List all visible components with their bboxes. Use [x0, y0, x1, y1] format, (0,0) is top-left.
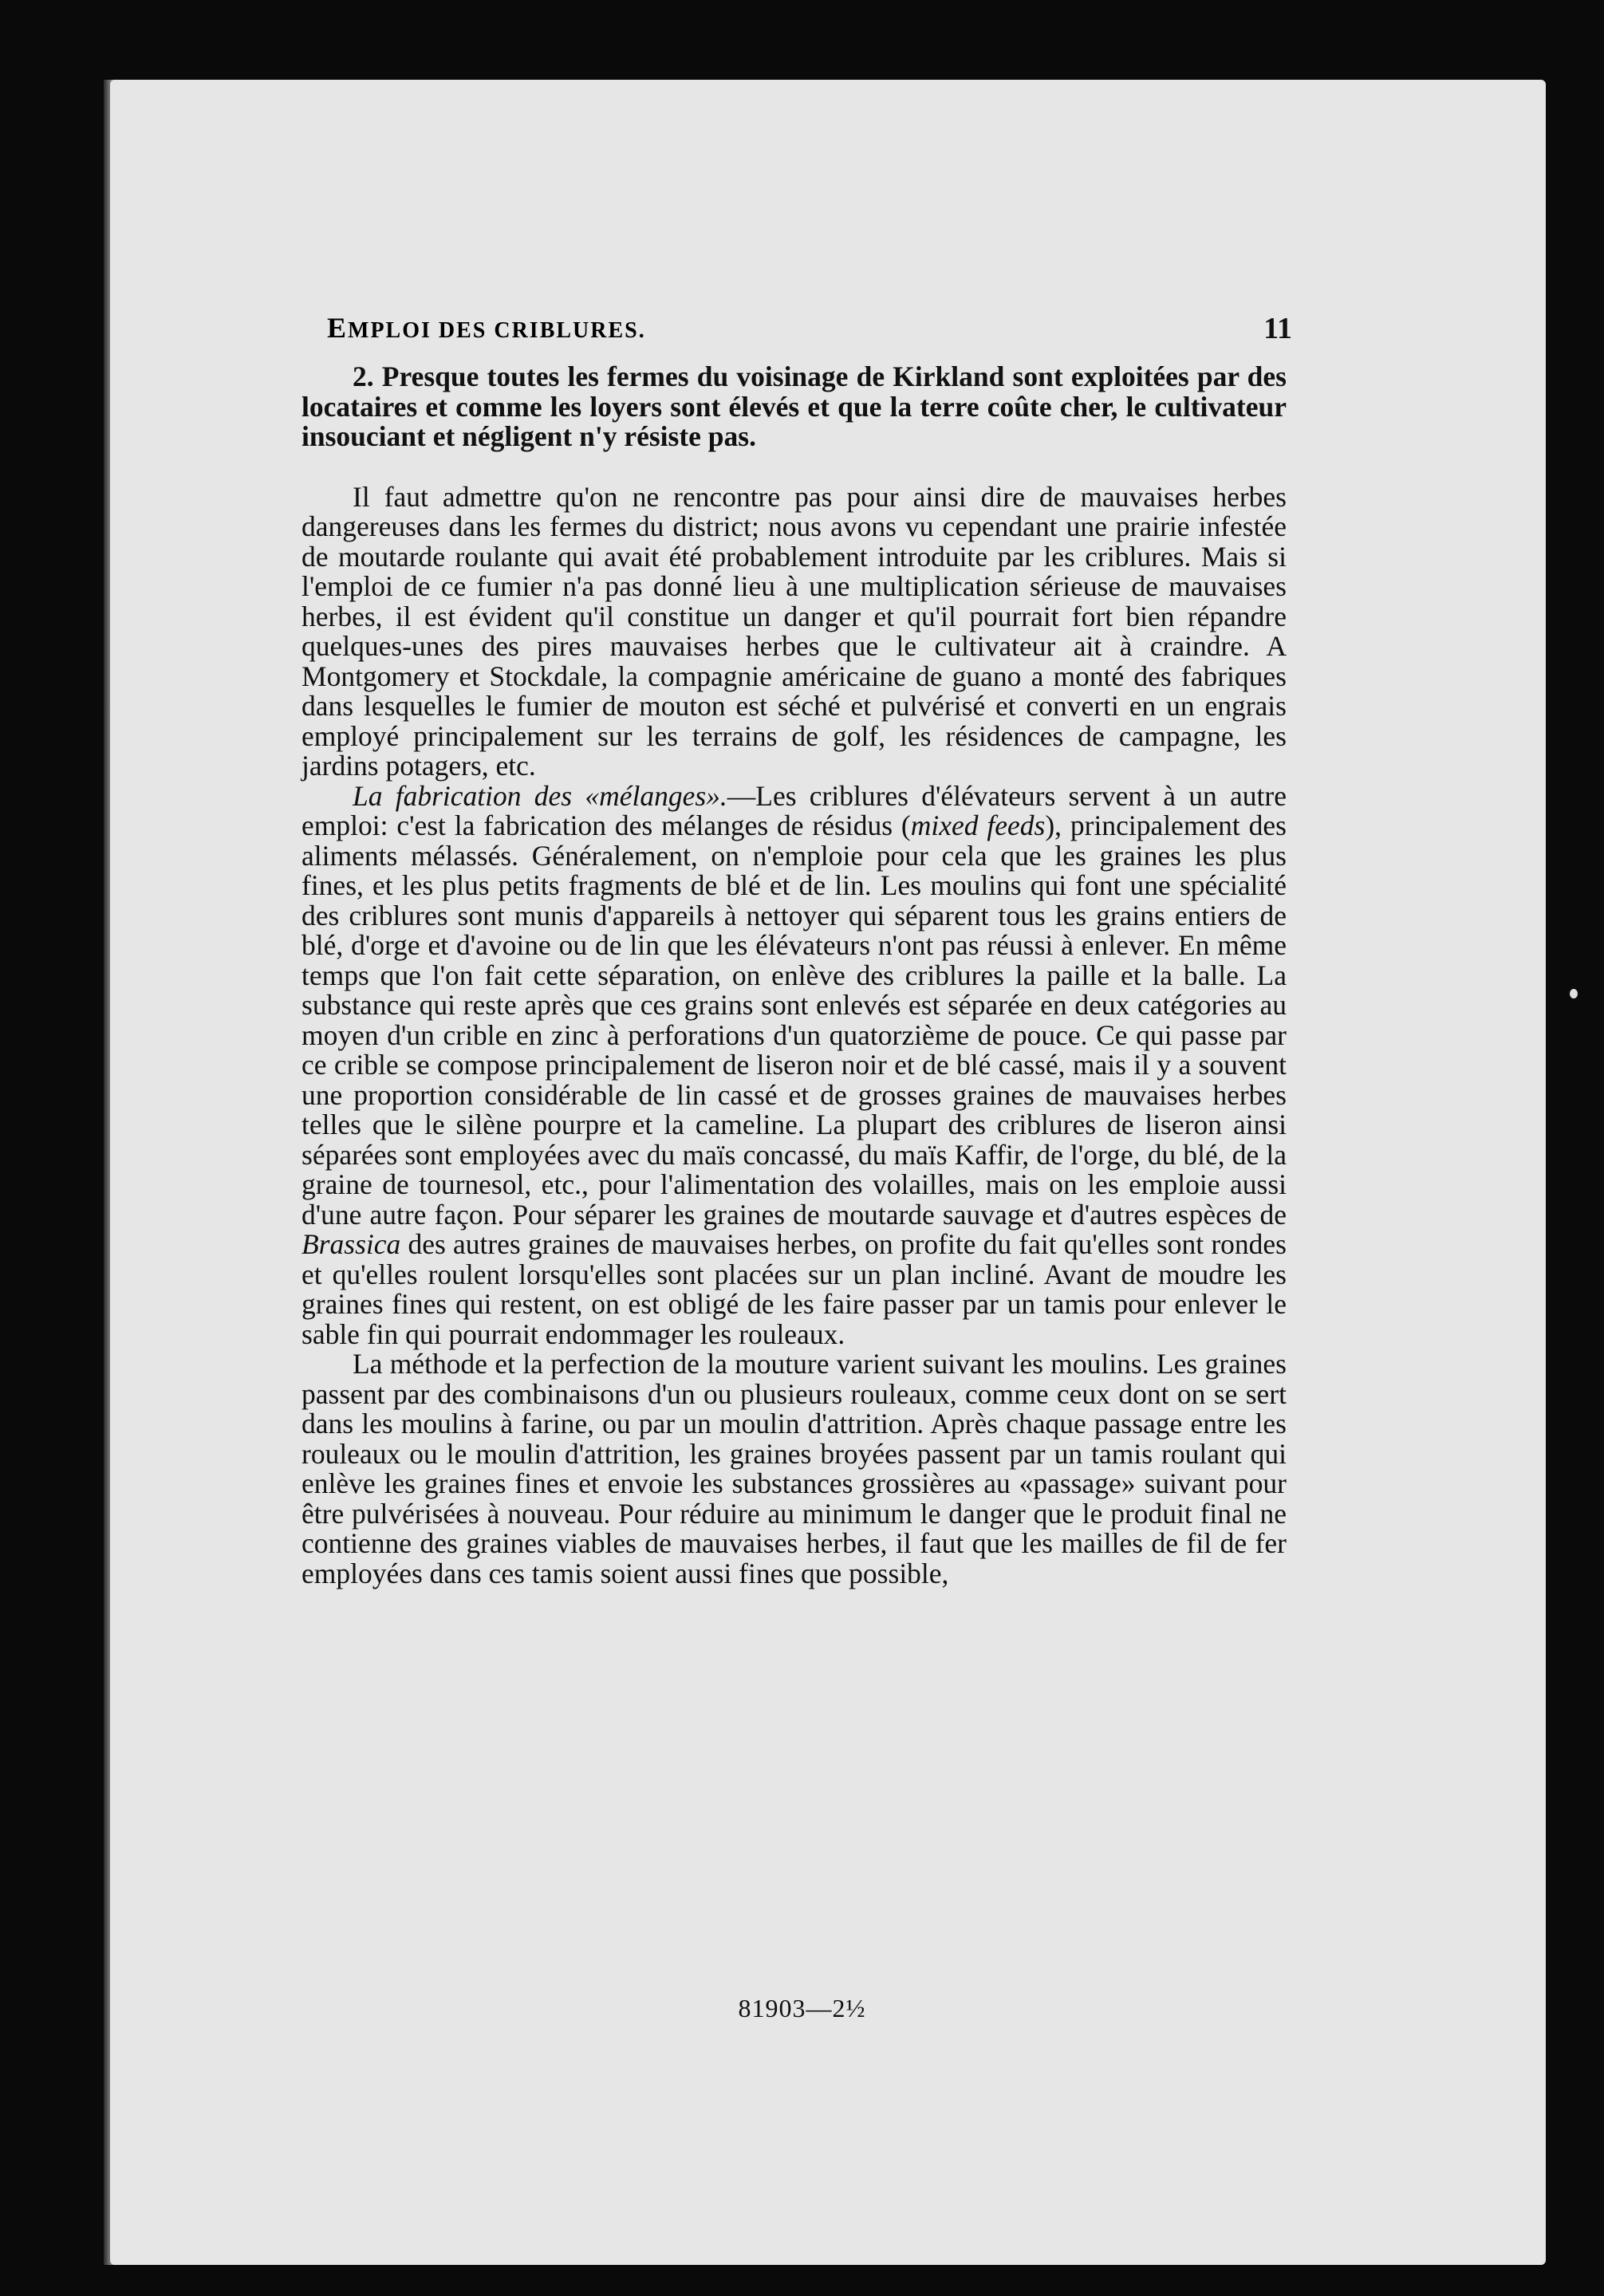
printer-signature: 81903—2½ — [738, 1994, 866, 2022]
page-number: 11 — [1263, 312, 1292, 345]
running-head-initial: E — [327, 312, 349, 344]
paragraph-mixed-feeds-part-1: —Les criblures d'élévateurs servent à un autre emploi: c'est la fabrication des mélanges de résidus ( — [301, 779, 1287, 841]
paragraph-mixed-feeds-part-3: des autres graines de mauvaises herbes, on profite du fait qu'elles sont rondes et qu'elles roulent lorsqu'elles sont placées sur un plan incliné. Avant de moudre les graines fines qui restent, on est obligé de les faire passer par un tamis pour enlever le sable fin qui pourrait endommager les rouleaux. — [301, 1228, 1287, 1350]
italic-genus: Brassica — [301, 1228, 401, 1260]
italic-term: mixed feeds — [910, 809, 1046, 841]
running-head — [327, 311, 646, 345]
paragraph-mixed-feeds — [301, 779, 1287, 1350]
paragraph-weeds: Il faut admettre qu'on ne rencontre pas pour ainsi dire de mauvaises herbes dangereuses dans les fermes du district; nous avons vu cependant une prairie infestée de moutarde roulante qui avait été probablement introduite par les criblures. Mais si l'emploi de ce fumier n'a pas donné lieu à une multiplication sérieuse de mauvaises herbes, il est évident qu'il constitue un danger et qu'il pourrait fort bien répandre quelques-unes des pires mauvaises herbes que le cultivateur ait à craindre. A Montgomery et Stockdale, la compagnie américaine de guano a monté des fabriques dans lesquelles le fumier de mouton est séché et pulvérisé et converti en un engrais employé principalement sur les terrains de golf, les résidences de campagne, les jardins potagers, etc. — [301, 480, 1287, 782]
body-text — [301, 362, 1287, 1589]
scan-speck — [1570, 989, 1578, 998]
paragraph-milling: La méthode et la perfection de la mouture varient suivant les moulins. Les graines passent par des combinaisons d'un ou plusieurs rouleaux, comme ceux dont on se sert dans les moulins à farine, ou par un moulin d'attrition. Après chaque passage entre les rouleaux ou le moulin d'attrition, les graines broyées passent par un tamis roulant qui enlève les graines fines et envoie les substances grossières au «passage» suivant pour être pulvérisées à nouveau. Pour réduire au minimum le danger que le produit final ne contienne des graines viables de mauvaises herbes, il faut que les mailles de fil de fer employées dans ces tamis soient aussi fines que possible, — [301, 1348, 1287, 1589]
running-head-rest: MPLOI DES CRIBLURES. — [348, 318, 646, 343]
paragraph-mixed-feeds-part-2: ), principalement des aliments mélassés. Généralement, on n'emploie pour cela que les graines les plus fines, et les plus petits fragments de blé et de lin. Les moulins qui font une spécialité des criblures sont munis d'appareils à nettoyer qui séparent tous les grains entiers de blé, d'orge et d'avoine ou de lin que les élévateurs n'ont pas réussi à enlever. En même temps que l'on fait cette séparation, on enlève des criblures la paille et la balle. La substance qui reste après que ces grains sont enlevés est séparée en deux catégories au moyen d'un crible en zinc à perforations d'un quatorzième de pouce. Ce qui passe par ce crible se compose principalement de liseron noir et de blé cassé, mais il y a souvent une proportion considérable de lin cassé et de grosses graines de mauvaises herbes telles que le silène pourpre et la cameline. La plupart des criblures de liseron ainsi séparées sont employées avec du maïs concassé, du maïs Kaffir, de l'orge, du blé, de la graine de tournesol, etc., pour l'alimentation des volailles, mais on les emploie aussi d'une autre façon. Pour séparer les graines de moutarde sauvage et d'autres espèces de — [301, 809, 1287, 1231]
section-title: La fabrication des «mélanges». — [353, 779, 727, 812]
paragraph-kirkland: 2. Presque toutes les fermes du voisinage de Kirkland sont exploitées par des locataires et comme les loyers sont élevés et que la terre coûte cher, le cultivateur insouciant et négligent n'y résiste pas. — [301, 360, 1287, 452]
